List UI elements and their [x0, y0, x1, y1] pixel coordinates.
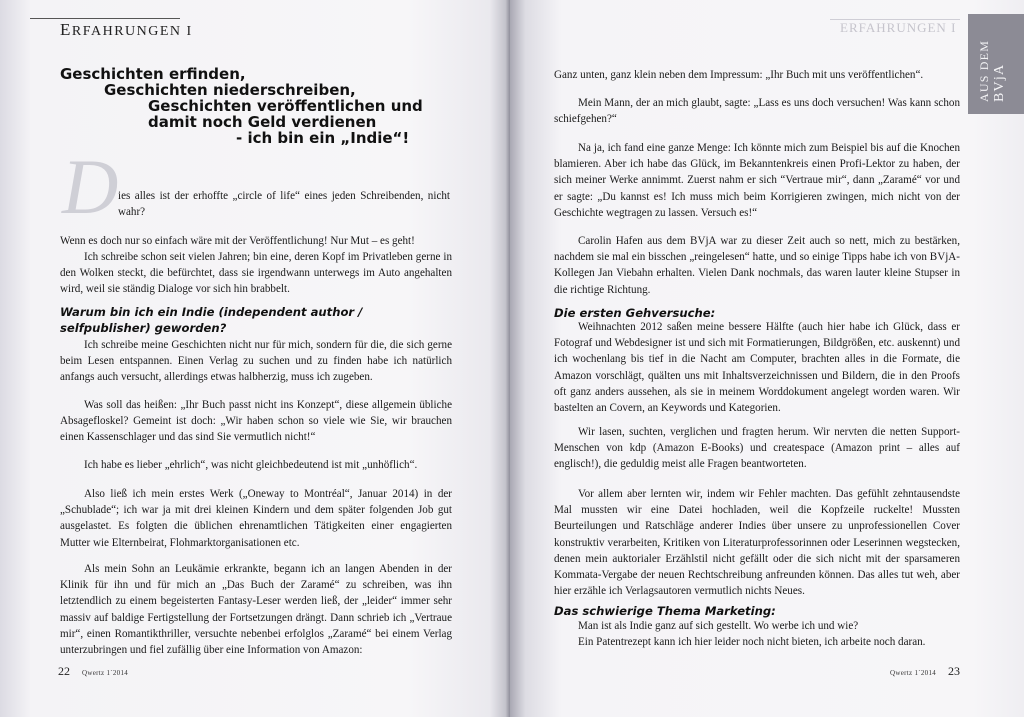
paragraph: Ich schreibe schon seit vielen Jahren; bin eine, deren Kopf im Privatleben gerne in den Wolken steckt, die befürchtet, dass sie irgendwann unterwegs im Auto angehalten wird, weil sie ständig Dialoge vor sich hin brabbelt.	[60, 251, 452, 296]
section-tab	[968, 14, 1024, 114]
section-tab-label	[976, 40, 1008, 102]
subheading: Warum bin ich ein Indie (independent author / selfpublisher) geworden?	[60, 305, 363, 335]
title-line-4: damit noch Geld verdienen	[148, 113, 377, 131]
paragraph: Vor allem aber lernten wir, indem wir Fehler machten. Das gefühlt zehntausendste Mal mussten wir eine Datei hochladen, weil die Kopfzeile ruckelte! Mussten Beurteilungen und Ratschläge anderer Indies über unsere zu unprofessionellen Cover konstruktiv verarbeiten, Kritiken von Literaturprofessorinnen oder Leserinnen wegstecken, denen mein auktorialer Erzählstil nicht gefällt oder die sich nicht mit der sparsameren Kommata-Vergabe der neuen Rechtschreibung anfreunden können. Das alles tut weh, aber hier erzähle ich Verlagsautoren vermutlich nichts Neues.	[554, 488, 960, 598]
paragraph: Na ja, ich fand eine ganze Menge: Ich könnte mich zum Beispiel bis auf die Knochen blamieren. Aber ich habe das Glück, im Bekanntenkreis einen Profi-Lektor zu haben, der sich meiner Werke annimmt. Zuerst nahm er sich “Vertraue mir“, dann „Zaramé“ vor und er sagte: „Du kannst es! Ich muss mich beim Korrigieren zwingen, mich nicht von der Geschichte wegtragen zu lassen. Versuch es!“	[554, 142, 960, 219]
paragraph: Weihnachten 2012 saßen meine bessere Hälfte (auch hier habe ich Glück, dass er Fotograf und Webdesigner ist und sich mit Formatierungen, Bildgrößen, etc. auskennt) und ich wochenlang bis tief in die Nacht am Computer, brachten alles in die Formate, die Amazon vorschlägt, quälten uns mit Inhaltsverzeichnissen und Bildern, die in den Proofs oft ganz anders aussehen, als sie in meinem Worddokument angelegt worden waren. Wir bastelten an Covern, an Keywords und Kategorien.	[554, 321, 960, 415]
drop-cap: D	[62, 143, 119, 230]
paragraph: Ich schreibe meine Geschichten nicht nur für mich, sondern für die, die sich gerne beim Lesen entspannen. Einen Verlag zu suchen und zu finden habe ich natürlich anfangs auch versucht, allerdings etwas halbherzig, muss ich zugeben.	[60, 339, 452, 384]
title-line-5: - ich bin ein „Indie“!	[236, 129, 410, 147]
subheading: Das schwierige Thema Marketing:	[554, 604, 776, 618]
paragraph: Ganz unten, ganz klein neben dem Impressum: „Ihr Buch mit uns veröffentlichen“.	[554, 69, 924, 81]
paragraph: Also ließ ich mein erstes Werk („Oneway to Montréal“, Januar 2014) in der „Schublade“; ich war ja mit drei kleinen Kindern und dem später folgenden Job gut ausgelastet. Es folgten die üblichen ehrenamtlichen Tätigkeiten einer engagierten Mutter wie Elternbeirat, Flohmarktorganisationen etc.	[60, 488, 452, 549]
paragraph: Ich habe es lieber „ehrlich“, was nicht gleichbedeutend ist mit „unhöflich“.	[84, 459, 418, 471]
subheading: Die ersten Gehversuche:	[554, 306, 716, 320]
tab-line-1: AUS DEM	[977, 39, 991, 102]
paragraph: Was soll das heißen: „Ihr Buch passt nicht ins Konzept“, diese allgemein übliche Absagefloskel? Gemeint ist doch: „Wir haben schon so viele wie Sie, wir brauchen einen Kassenschlager und das sind Sie vermutlich nicht!“	[60, 399, 452, 444]
page-number: 22	[58, 664, 70, 678]
paragraph: Ein Patentrezept kann ich hier leider noch nicht bieten, ich arbeite noch daran.	[578, 636, 926, 648]
magazine-footer: Qwertz 1´2014	[890, 669, 937, 677]
left-page	[0, 0, 510, 717]
title-line-2: Geschichten niederschreiben,	[104, 81, 356, 99]
section-header	[60, 20, 193, 40]
paragraph: Carolin Hafen aus dem BVjA war zu dieser Zeit auch so nett, mich zu bestärken, nachdem sie mal ein bisschen „reingelesen“ hatte, und so einige Tipps habe ich von BVjA-Kollegen Jan Viebahn erhalten. Vielen Dank nochmals, das waren lauter kleine Stupser in die richtige Richtung.	[554, 235, 960, 296]
intro-paragraph: ies alles ist der erhoffte „circle of life“ eines jeden Schreibenden, nicht wahr?	[118, 190, 450, 219]
magazine-footer: Qwertz 1´2014	[82, 669, 129, 677]
paragraph: Mein Mann, der an mich glaubt, sagte: „Lass es uns doch versuchen! Was kann schon schiefgehen?“	[554, 97, 960, 126]
paragraph: Als mein Sohn an Leukämie erkrankte, begann ich an langen Abenden in der Klinik für ihn und für mich an „Das Buch der Zaramé“ zu schreiben, was ihn letztendlich zu einem begeisterten Fantasy-Leser werden ließ, der „leider“ immer sehr massiv auf baldige Fertigstellung der Fortsetzungen drängt. Dann schrieb ich „Vertraue mir“, einen Romantikthriller, versuchte nebenbei erfolglos „Zaramé“ bei einem Verlag unterzubringen und fiel zufällig über eine Information von Amazon:	[60, 563, 452, 657]
page-number: 23	[948, 664, 960, 678]
paragraph: Wenn es doch nur so einfach wäre mit der Veröffentlichung! Nur Mut – es geht!	[60, 235, 415, 247]
ghost-header: ERFAHRUNGEN I	[840, 20, 957, 35]
tab-line-2: BVjA	[992, 63, 1007, 102]
section-header-rest: RFAHRUNGEN I	[71, 24, 193, 39]
article-title	[60, 66, 450, 146]
title-line-1: Geschichten erfinden,	[60, 65, 246, 83]
section-rule	[30, 18, 180, 19]
section-header-initial: E	[60, 20, 72, 39]
title-line-3: Geschichten veröffentlichen und	[148, 97, 423, 115]
paragraph: Wir lasen, suchten, verglichen und fragten herum. Wir nervten die netten Support-Menschen von kdp (Amazon E-Books) und createspace (Amazon print – alles auf englisch!), die geduldig meist alle Fragen beantworteten.	[554, 426, 960, 471]
paragraph: Man ist als Indie ganz auf sich gestellt. Wo werbe ich und wie?	[578, 620, 859, 632]
